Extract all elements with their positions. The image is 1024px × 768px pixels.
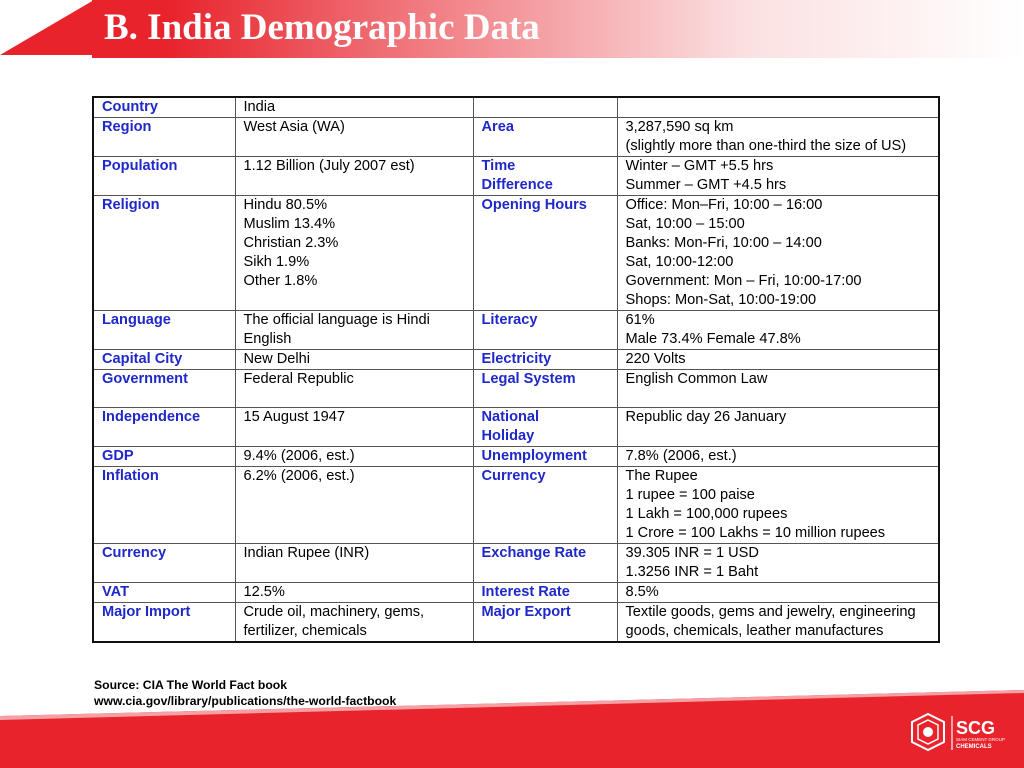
row-label: Electricity <box>473 350 617 370</box>
row-label: National Holiday <box>473 408 617 447</box>
source-title: Source: CIA The World Fact book <box>94 678 287 692</box>
table-row <box>93 467 939 544</box>
row-label: Major Export <box>473 603 617 643</box>
table-row <box>93 196 939 311</box>
row-value: Crude oil, machinery, gems, fertilizer, chemicals <box>235 603 473 643</box>
row-value: Federal Republic <box>235 370 473 408</box>
row-label: Major Import <box>93 603 235 643</box>
table-row <box>93 447 939 467</box>
row-value: 15 August 1947 <box>235 408 473 447</box>
row-label: Inflation <box>93 467 235 544</box>
row-label: VAT <box>93 583 235 603</box>
row-value: Indian Rupee (INR) <box>235 544 473 583</box>
row-label: Country <box>93 97 235 118</box>
row-value: 6.2% (2006, est.) <box>235 467 473 544</box>
row-label: Literacy <box>473 311 617 350</box>
row-label: Currency <box>473 467 617 544</box>
row-label <box>473 97 617 118</box>
table-row <box>93 583 939 603</box>
logo-text: SCG <box>956 718 996 738</box>
row-label: Government <box>93 370 235 408</box>
row-label: Legal System <box>473 370 617 408</box>
logo-chemicals-text: CHEMICALS <box>956 744 992 750</box>
row-label: Currency <box>93 544 235 583</box>
row-label: Time Difference <box>473 157 617 196</box>
row-value <box>617 97 939 118</box>
row-value: Hindu 80.5% Muslim 13.4% Christian 2.3% Sikh 1.9% Other 1.8% <box>235 196 473 311</box>
row-value: 12.5% <box>235 583 473 603</box>
bottom-red-band <box>0 690 1024 768</box>
table-row <box>93 544 939 583</box>
row-label: Opening Hours <box>473 196 617 311</box>
table-row <box>93 97 939 118</box>
scg-logo <box>906 710 1006 756</box>
row-label: Capital City <box>93 350 235 370</box>
row-label: Population <box>93 157 235 196</box>
scg-logo-icon <box>906 710 1006 756</box>
row-label: Region <box>93 118 235 157</box>
table-row <box>93 118 939 157</box>
table-row <box>93 350 939 370</box>
row-label: Language <box>93 311 235 350</box>
table-row <box>93 157 939 196</box>
row-value: 220 Volts <box>617 350 939 370</box>
source-url: www.cia.gov/library/publications/the-world-factbook <box>94 694 397 708</box>
row-label: Area <box>473 118 617 157</box>
row-value: India <box>235 97 473 118</box>
row-label: Exchange Rate <box>473 544 617 583</box>
row-value: Textile goods, gems and jewelry, engineering goods, chemicals, leather manufactures <box>617 603 939 643</box>
logo-subtext: SIAM CEMENT GROUP <box>956 737 1005 742</box>
row-value: 61% Male 73.4% Female 47.8% <box>617 311 939 350</box>
row-label: GDP <box>93 447 235 467</box>
row-label: Independence <box>93 408 235 447</box>
table-row <box>93 311 939 350</box>
corner-triangle-decoration <box>0 0 94 55</box>
page-title: B. India Demographic Data <box>104 7 540 48</box>
row-value: Winter – GMT +5.5 hrs Summer – GMT +4.5 hrs <box>617 157 939 196</box>
row-value: 39.305 INR = 1 USD 1.3256 INR = 1 Baht <box>617 544 939 583</box>
row-value: 1.12 Billion (July 2007 est) <box>235 157 473 196</box>
row-value: 8.5% <box>617 583 939 603</box>
row-label: Unemployment <box>473 447 617 467</box>
row-value: New Delhi <box>235 350 473 370</box>
row-value: Office: Mon–Fri, 10:00 – 16:00 Sat, 10:00 – 15:00 Banks: Mon-Fri, 10:00 – 14:00 Sat, 10:00-12:00 Government: Mon – Fri, 10:00-17:00 Shops: Mon-Sat, 10:00-19:00 <box>617 196 939 311</box>
demographic-table <box>92 96 940 643</box>
table-row <box>93 408 939 447</box>
table-row <box>93 603 939 643</box>
row-label: Religion <box>93 196 235 311</box>
row-value: The official language is Hindi English <box>235 311 473 350</box>
table-row <box>93 370 939 408</box>
row-value: 3,287,590 sq km (slightly more than one-third the size of US) <box>617 118 939 157</box>
row-value: 9.4% (2006, est.) <box>235 447 473 467</box>
row-value: The Rupee 1 rupee = 100 paise 1 Lakh = 100,000 rupees 1 Crore = 100 Lakhs = 10 million rupees <box>617 467 939 544</box>
row-value: 7.8% (2006, est.) <box>617 447 939 467</box>
row-value: English Common Law <box>617 370 939 408</box>
row-label: Interest Rate <box>473 583 617 603</box>
row-value: West Asia (WA) <box>235 118 473 157</box>
row-value: Republic day 26 January <box>617 408 939 447</box>
